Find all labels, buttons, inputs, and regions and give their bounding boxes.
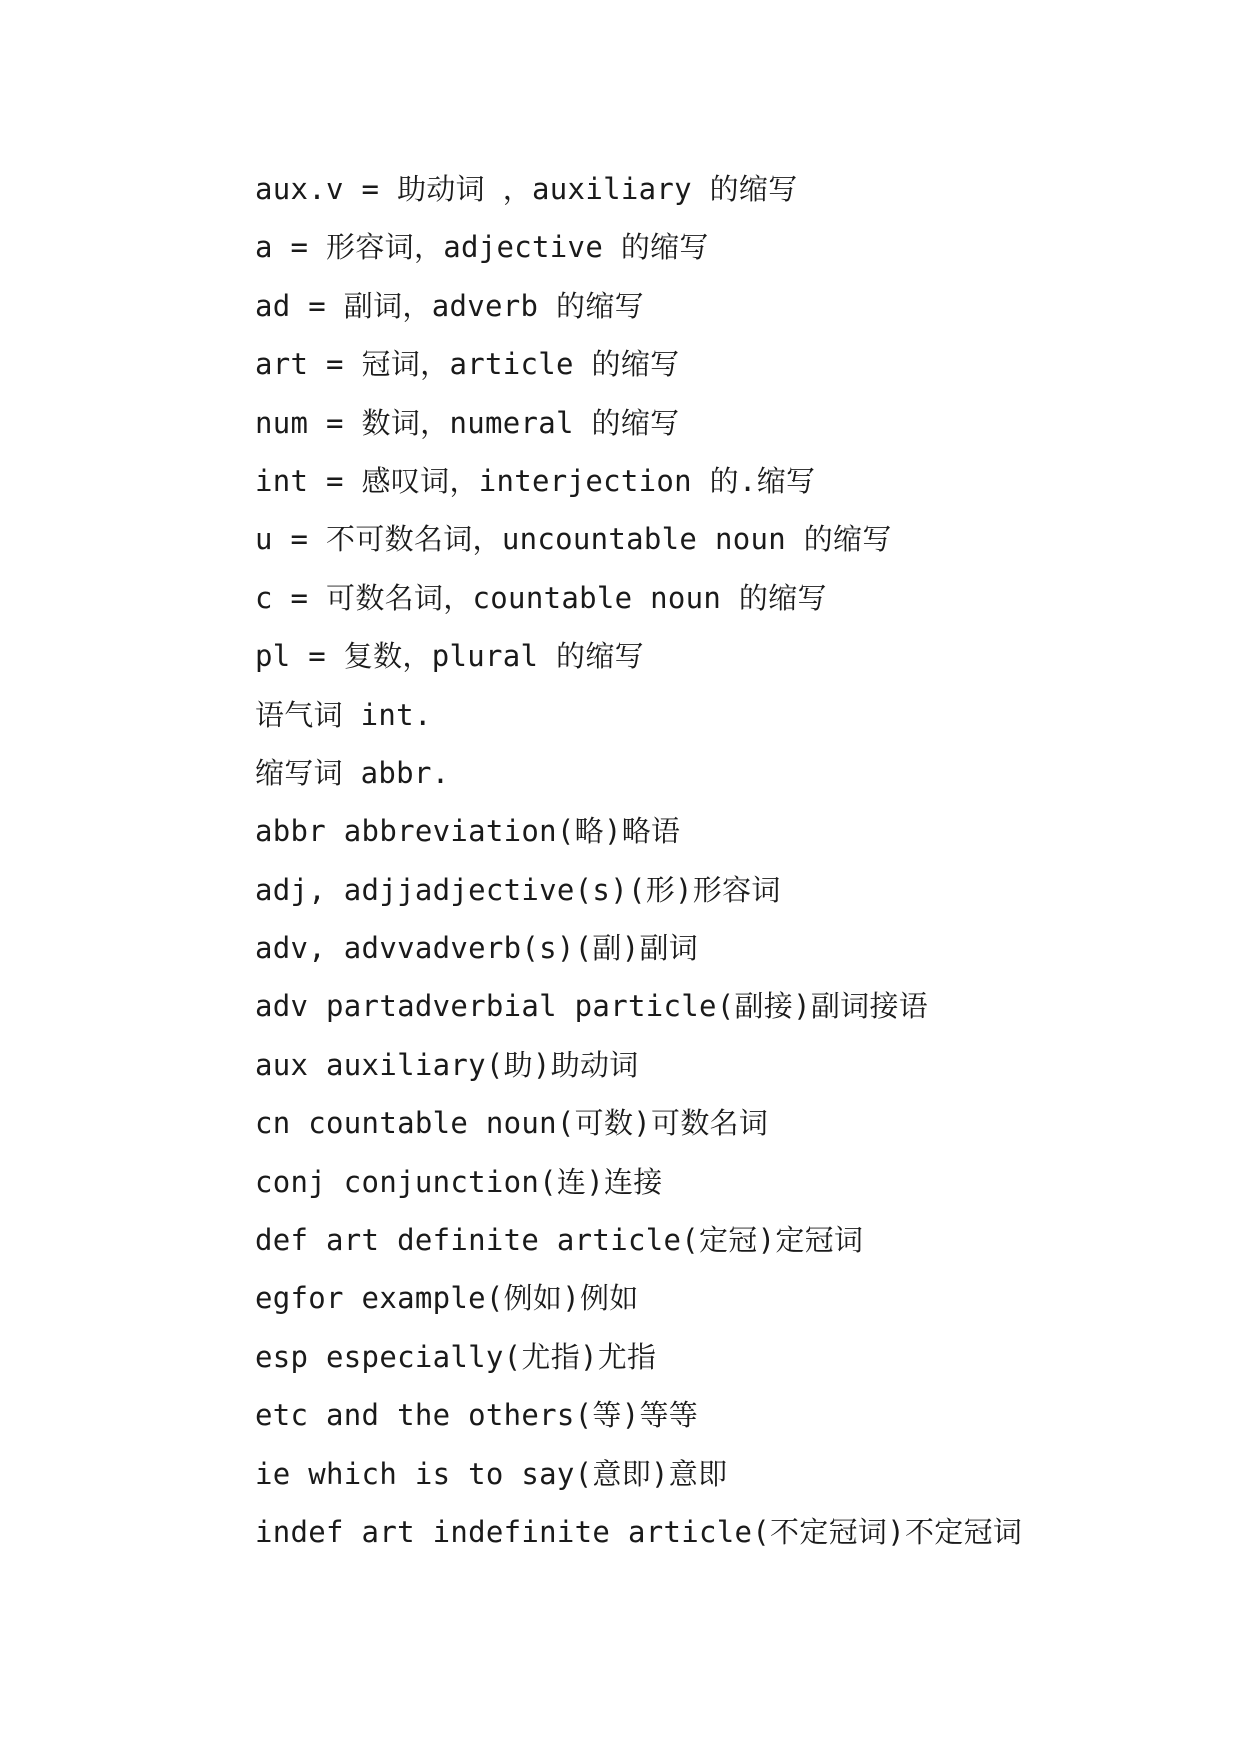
text-line: int = 感叹词，interjection 的.缩写 [255, 463, 816, 498]
text-line: 语气词 int. [255, 697, 432, 732]
text-line: egfor example(例如)例如 [255, 1281, 639, 1316]
text-line: pl = 复数，plural 的缩写 [255, 639, 644, 674]
text-line: adv, advvadverb(s)(副)副词 [255, 931, 699, 966]
text-line: u = 不可数名词，uncountable noun 的缩写 [255, 522, 892, 557]
text-line: adj, adjjadjective(s)(形)形容词 [255, 872, 781, 907]
text-line: aux.v = 助动词 ，auxiliary 的缩写 [255, 172, 798, 206]
text-line: adv partadverbial particle(副接)副词接语 [255, 989, 929, 1024]
text-line: esp especially(尤指)尤指 [255, 1339, 657, 1374]
text-line: def art definite article(定冠)定冠词 [255, 1223, 864, 1258]
text-line: num = 数词，numeral 的缩写 [255, 405, 680, 440]
text-line: conj conjunction(连)连接 [255, 1164, 663, 1199]
text-line: c = 可数名词，countable noun 的缩写 [255, 580, 827, 615]
text-line: cn countable noun(可数)可数名词 [255, 1106, 769, 1141]
text-line: art = 冠词，article 的缩写 [255, 347, 680, 382]
abbreviation-list [255, 160, 1155, 1561]
text-line: abbr abbreviation(略)略语 [255, 814, 681, 849]
text-line: ad = 副词，adverb 的缩写 [255, 288, 644, 323]
text-line: etc and the others(等)等等 [255, 1398, 699, 1433]
text-line: ie which is to say(意即)意即 [255, 1456, 728, 1491]
text-line: 缩写词 abbr. [255, 755, 450, 790]
text-line: indef art indefinite article(不定冠词)不定冠词 [255, 1514, 1023, 1549]
text-line: aux auxiliary(助)助动词 [255, 1047, 639, 1082]
text-line: a = 形容词，adjective 的缩写 [255, 230, 709, 265]
